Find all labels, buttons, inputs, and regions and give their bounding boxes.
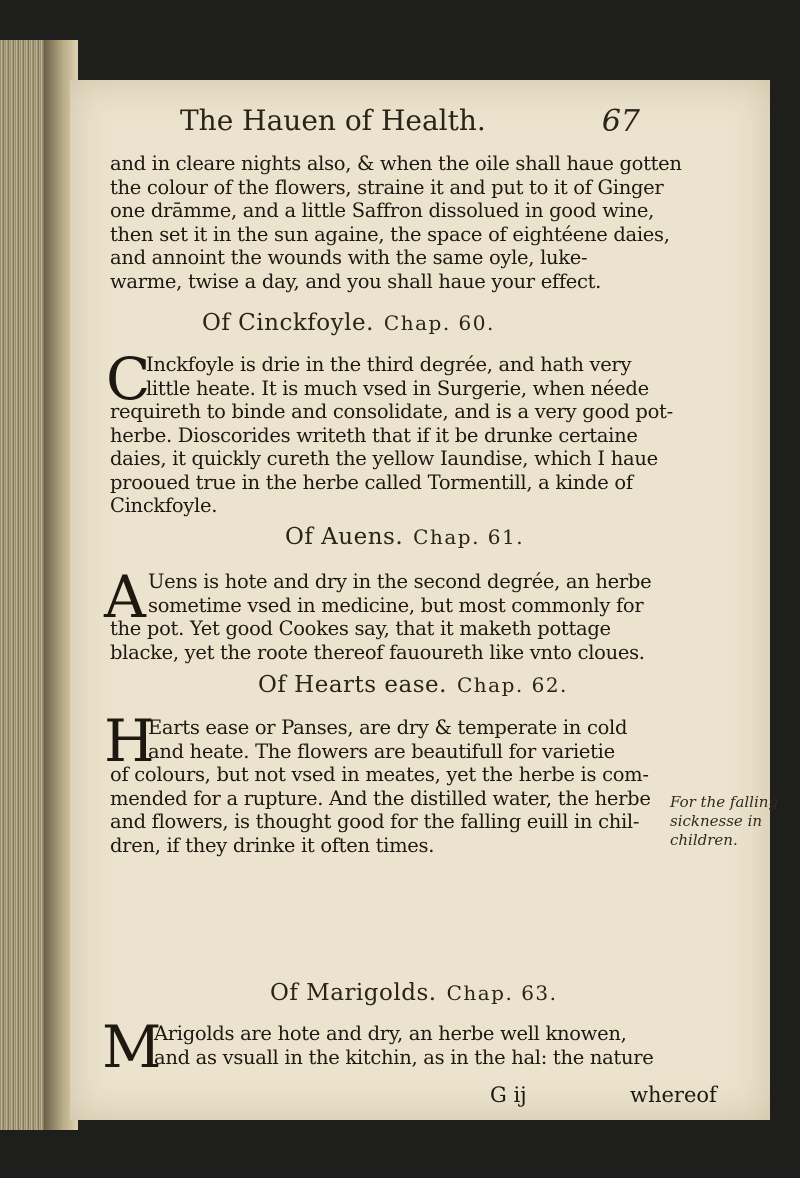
book-page [70, 80, 779, 1120]
text-line: Inckfoyle is drie in the third degrée, and hath very [146, 353, 632, 376]
text-line: and heate. The flowers are beautifull for varietie [148, 739, 615, 763]
drop-cap: M [102, 1013, 162, 1081]
text-line: then set it in the sun againe, the space of eightéene daies, [110, 222, 670, 246]
chapter-number: Chap. 60. [383, 311, 495, 335]
chapter-number: Chap. 61. [413, 525, 525, 549]
section-title: Of Marigolds. [270, 980, 437, 1006]
catchword: whereof [630, 1083, 717, 1107]
section-body-cinckfoyle [110, 353, 673, 518]
section-heading-hearts-ease [258, 672, 568, 698]
page-number: 67 [601, 104, 640, 139]
text-line: sometime vsed in medicine, but most commonly for [148, 593, 644, 617]
signature-mark: G ij [490, 1083, 527, 1107]
book-page-edges [0, 40, 48, 1130]
text-line: of colours, but not vsed in meates, yet the herbe is com- [110, 763, 649, 786]
text-line: Earts ease or Panses, are dry & temperate in cold [148, 716, 628, 739]
text-line: herbe. Dioscorides writeth that if it be drunke certaine [110, 423, 638, 447]
margin-note-line: For the falling [670, 793, 779, 811]
chapter-number: Chap. 62. [456, 673, 568, 697]
text-line: daies, it quickly cureth the yellow Iaundise, which I haue [110, 447, 658, 470]
section-body-marigolds [110, 1022, 654, 1069]
running-title: The Hauen of Health. [180, 104, 486, 137]
margin-note [670, 793, 779, 850]
text-line: one drāmme, and a little Saffron dissolued in good wine, [110, 199, 654, 222]
section-heading-cinckfoyle [202, 310, 495, 336]
section-title: Of Auens. [285, 524, 404, 550]
chapter-number: Chap. 63. [446, 981, 558, 1005]
section-body-auens [110, 570, 651, 664]
text-line: prooued true in the herbe called Tormentill, a kinde of [110, 470, 633, 494]
page-header [180, 100, 640, 140]
text-line: dren, if they drinke it often times. [110, 833, 435, 857]
text-line: requireth to binde and consolidate, and is a very good pot- [110, 400, 673, 423]
drop-cap: H [104, 707, 155, 775]
drop-cap: C [106, 345, 151, 413]
section-title: Of Hearts ease. [258, 672, 447, 698]
text-line: blacke, yet the roote thereof fauoureth like vnto cloues. [110, 640, 645, 664]
opening-paragraph [110, 152, 682, 293]
text-line: and annoint the wounds with the same oyle, luke- [110, 246, 588, 269]
text-line: Cinckfoyle. [110, 494, 218, 517]
text-line: and flowers, is thought good for the falling euill in chil- [110, 810, 640, 833]
section-heading-auens [285, 524, 524, 550]
text-line: and as vsuall in the kitchin, as in the hal: the nature [154, 1045, 654, 1069]
text-line: warme, twise a day, and you shall haue your effect. [110, 269, 602, 293]
text-line: mended for a rupture. And the distilled water, the herbe [110, 786, 651, 810]
text-line: little heate. It is much vsed in Surgerie, when néede [146, 376, 649, 400]
margin-note-line: children. [670, 831, 738, 849]
text-line: the colour of the flowers, straine it and put to it of Ginger [110, 175, 664, 199]
text-line: Uens is hote and dry in the second degrée, an herbe [148, 570, 652, 593]
text-line: Arigolds are hote and dry, an herbe well knowen, [154, 1022, 627, 1045]
drop-cap: A [104, 563, 146, 631]
section-heading-marigolds [270, 980, 558, 1006]
margin-note-line: sicknesse in [670, 812, 763, 830]
text-line: and in cleare nights also, & when the oile shall haue gotten [110, 152, 682, 175]
section-body-hearts-ease [110, 716, 651, 857]
section-title: Of Cinckfoyle. [202, 310, 374, 336]
text-line: the pot. Yet good Cookes say, that it maketh pottage [110, 617, 611, 640]
